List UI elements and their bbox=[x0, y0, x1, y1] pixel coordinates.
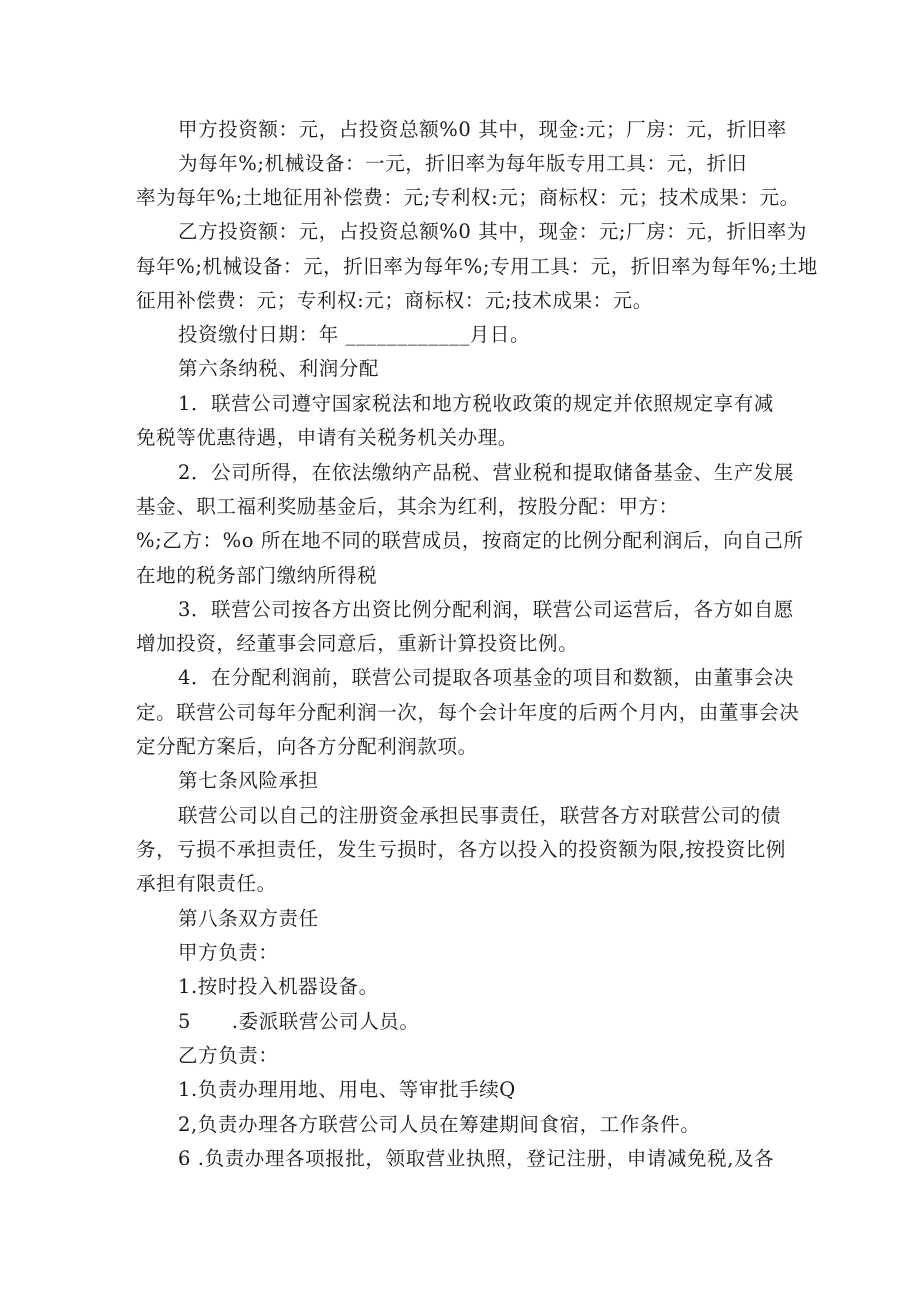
paragraph-line: 务，亏损不承担责任，发生亏损时，各方以投入的投资额为限,按投资比例 bbox=[136, 838, 786, 861]
section-heading: 第七条风险承担 bbox=[178, 769, 319, 792]
paragraph-line: 在地的税务部门缴纳所得税 bbox=[136, 564, 378, 587]
paragraph-line: 每年%;机械设备：元，折旧率为每年%;专用工具：元，折旧率为每年%;土地 bbox=[136, 255, 818, 278]
paragraph-line: 联营公司以自己的注册资金承担民事责任，联营各方对联营公司的债 bbox=[178, 804, 782, 827]
party-heading: 甲方负责： bbox=[178, 941, 279, 964]
paragraph-line: 征用补偿费：元；专利权:元；商标权：元;技术成果：元。 bbox=[136, 289, 653, 312]
paragraph-line: 4．在分配利润前，联营公司提取各项基金的项目和数额，由董事会决 bbox=[178, 666, 795, 689]
list-item: 1.按时投入机器设备。 bbox=[178, 975, 379, 998]
list-item: 5 .委派联营公司人员。 bbox=[178, 1010, 420, 1033]
paragraph-line: 免税等优惠待遇，申请有关税务机关办理。 bbox=[136, 426, 518, 449]
paragraph-line: 定分配方案后，向各方分配利润款项。 bbox=[136, 735, 478, 758]
paragraph-line: 增加投资，经董事会同意后，重新计算投资比例。 bbox=[136, 632, 579, 655]
list-item: 2,负责办理各方联营公司人员在筹建期间食宿，工作条件。 bbox=[178, 1113, 701, 1136]
paragraph-line: 定。联营公司每年分配利润一次，每个会计年度的后两个月内，由董事会决 bbox=[136, 701, 800, 724]
paragraph-line: 为每年%;机械设备：一元，折旧率为每年版专用工具：元，折旧 bbox=[178, 152, 747, 175]
list-item: 6 .负责办理各项报批，领取营业执照，登记注册，申请减免税,及各 bbox=[178, 1147, 775, 1170]
paragraph-line: 率为每年%;土地征用补偿费：元;专利权:元；商标权：元；技术成果：元。 bbox=[136, 186, 800, 209]
paragraph-line: 1．联营公司遵守国家税法和地方税收政策的规定并依照规定享有减 bbox=[178, 392, 774, 415]
paragraph-line: 承担有限责任。 bbox=[136, 872, 277, 895]
paragraph-line: 基金、职工福利奖励基金后，其余为红利，按股分配：甲方： bbox=[136, 495, 679, 518]
paragraph-line: 甲方投资额：元，占投资总额%0 其中，现金:元；厂房：元，折旧率 bbox=[178, 118, 787, 141]
paragraph-line: 乙方投资额：元，占投资总额%0 其中，现金：元;厂房：元，折旧率为 bbox=[178, 220, 808, 243]
section-heading: 第六条纳税、利润分配 bbox=[178, 357, 380, 380]
paragraph-line: 3．联营公司按各方出资比例分配利润，联营公司运营后，各方如自愿 bbox=[178, 598, 795, 621]
payment-date-line: 投资缴付日期：年 ____________月日。 bbox=[178, 323, 531, 346]
paragraph-line: %;乙方：%o 所在地不同的联营成员，按商定的比例分配利润后，向自己所 bbox=[136, 529, 804, 552]
list-item: 1.负责办理用地、用电、等审批手续Q bbox=[178, 1078, 516, 1101]
section-heading: 第八条双方责任 bbox=[178, 907, 319, 930]
paragraph-line: 2．公司所得，在依法缴纳产品税、营业税和提取储备基金、生产发展 bbox=[178, 461, 795, 484]
party-heading: 乙方负责： bbox=[178, 1044, 279, 1067]
